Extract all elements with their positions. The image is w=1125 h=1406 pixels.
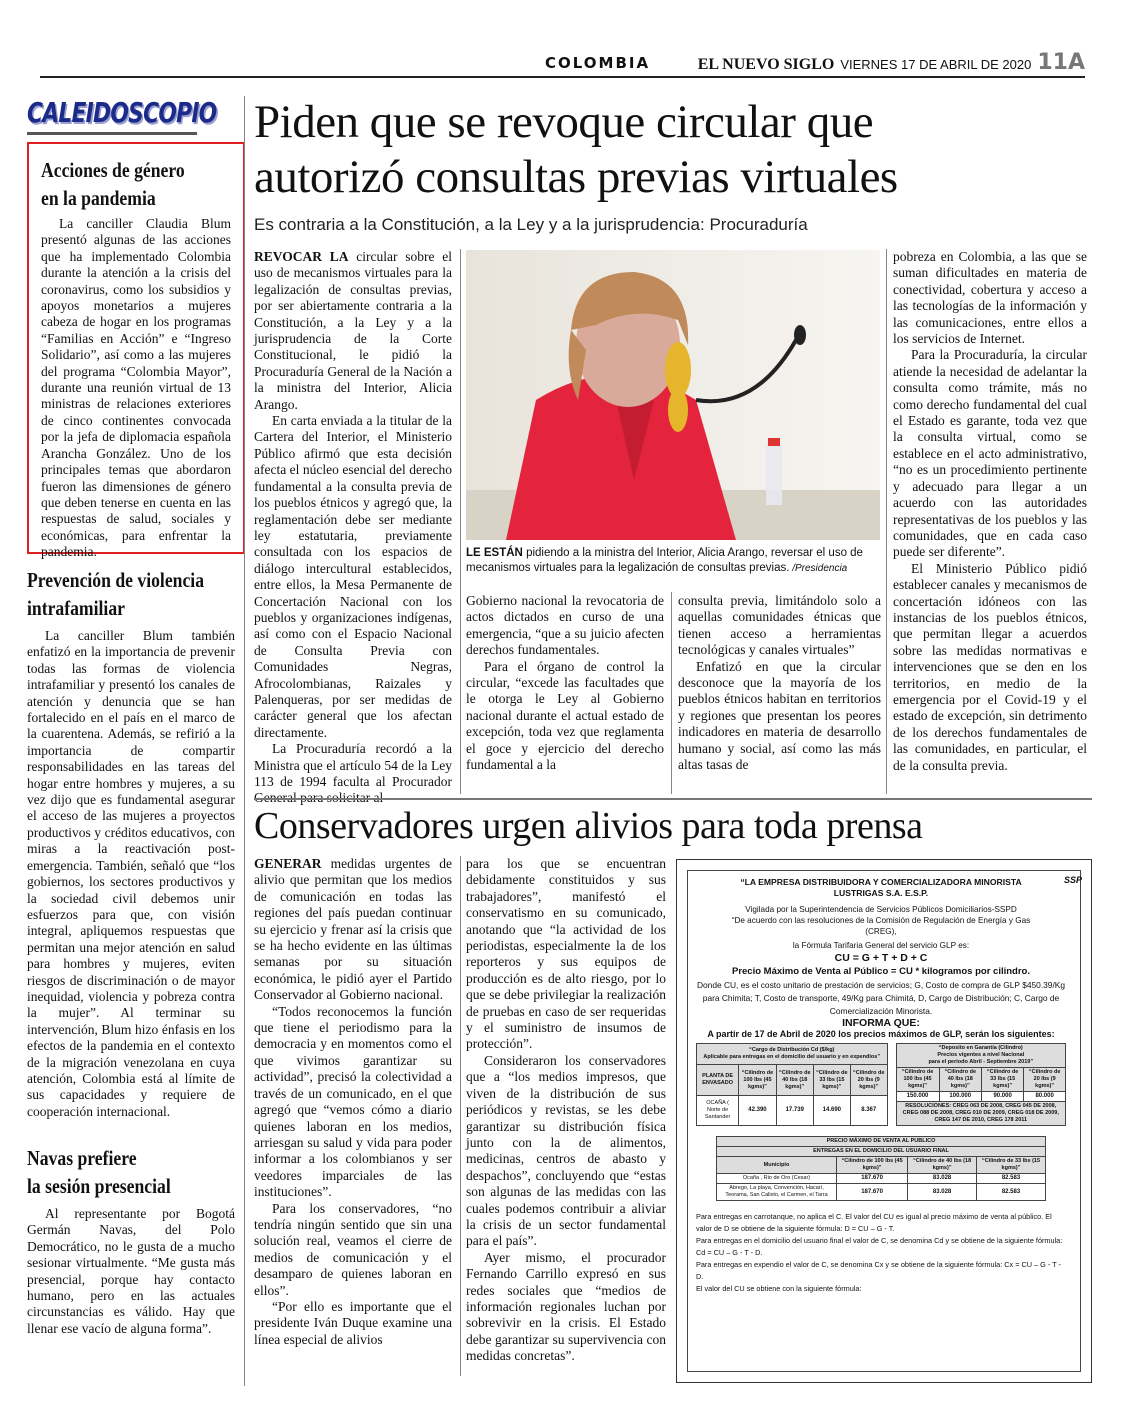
t1-cell: 42.390: [739, 1095, 777, 1125]
notice-footnote-1: Para entregas en carrotanque, no aplica el C. El valor del CU es igual al precio máximo de venta al público. El valor de D se obtiene de la siguiente fórmula: D = CU – G - T.: [696, 1212, 1052, 1233]
article1-headline-line2: autorizó consultas previas virtuales: [254, 151, 898, 203]
t3-cell: 187.670: [837, 1184, 908, 1201]
lustrigas-price-notice: [676, 859, 1092, 1383]
article1-p8: pobreza en Colombia, a las que se suman dificultades en materia de conectividad, cobertura y acceso a las tecnologías de la información y las comunicaciones, entre ellos a los servicios de Internet.: [893, 249, 1087, 347]
article1-photo: [466, 250, 880, 540]
article1-col3: [678, 593, 881, 773]
notice-vigilada: Vigilada por la Superintendencia de Servicios Públicos Domiciliarios-SSPD: [745, 905, 1017, 914]
notice-formula-intro: la Fórmula Tarifaria General del servicio GLP es:: [792, 941, 970, 950]
t1-col-100: “Cilindro de 100 lbs (45 kgms)”: [739, 1065, 777, 1095]
t1-cell: 8.367: [850, 1095, 887, 1125]
brief-violence-paragraph: La canciller Blum también enfatizó en la importancia de prevenir todas las formas de violencia intrafamiliar y presentó los canales de atención y denuncia que se han fortalecido en el país en el marco de la cuarentena. Además, se refirió a la importancia de compartir responsabilidades en las tareas del hogar entre hombres y mujeres, a su vez dijo que es fundamental asegurar el acceso de las mujeres a proyectos productivos y créditos educativos, con miras a la reactivación post-emergencia. También, señaló que “los gobiernos, los sectores productivos y la sociedad civil debemos unir esfuerzos para que, con visión integral, apliquemos respuestas que permitan una mejor atención en salud para hombres y mujeres, eviten riesgos de discriminación o de mayor inequidad, violencia y pobreza contra la mujer”. Al terminar su intervención, Blum hizo énfasis en los efectos de la pandemia en el contexto de la migración venezolana en cuya atención, Colombia está al límite de sus capacidades y requiere de cooperación internacional.: [27, 628, 235, 1119]
caption-lead: LE ESTÁN: [466, 547, 523, 559]
article2-p1: medidas urgentes de alivio que permitan que los medios de comunicación en todas las regiones del país puedan continuar su ejercicio y frenar así la crisis que se ha hecho evidente en las últimas semanas por su situación económica, le pidió ayer el Partido Conservador al Gobierno nacional.: [254, 856, 452, 1003]
notice-informa: INFORMA QUE:: [842, 1017, 920, 1029]
article1-p9: Para la Procuraduría, la circular atiende la necesidad de adelantar la consulta como trámite, más no como derecho fundamental del cual el Estado es garante, toda vez que la consulta virtual, como se establece en el acto administrativo, “no es un procedimiento pertinente y adecuado para llegar a un acuerdo con las autoridades representativas de los pueblos y las comunidades, que en cada caso puede ser diferente”.: [893, 347, 1087, 560]
newspaper-brand: EL NUEVO SIGLO: [697, 56, 835, 73]
brief-navas: [27, 1144, 235, 1337]
t2-col-40: “Cilindro de 40 lbs (18 kgms)”: [939, 1068, 981, 1092]
notice-footnote-2: Para entregas en el domicilio del usuario final el valor de C, se denomina Cd y se obtiene de la siguiente fórmula: Cd = CU – G - T - D.: [696, 1236, 1063, 1257]
notice-apartir: A partir de 17 de Abril de 2020 los precios máximos de GLP, serán los siguientes:: [707, 1029, 1055, 1039]
brief-title-line2: en la pandemia: [41, 186, 156, 210]
notice-footnote-4: El valor del CU se obtiene con la siguiente fórmula:: [696, 1284, 862, 1293]
article1-p2: En carta enviada a la titular de la Cartera del Interior, el Ministerio Público afirmó que esta decisión afecta el núcleo esencial del derecho fundamental a la consulta previa de los pueblos étnicos y agregó que, la reglamentación debe ser mediante ley estatutaria, previamente consultada con los espacios de diálogo intercultural establecidos, entre ellos, la Mesa Permanente de Concertación Nacional con los pueblos y organizaciones indígenas, así como con el Espacio Nacional de Consulta Previa con Comunidades Negras, Afrocolombianas, Raizales y Palenqueras, por ser medidas de carácter general que los afectan directamente.: [254, 413, 452, 740]
article2-p6: Consideraron los conservadores que a “los medios impresos, que viven de la distribución de sus periódicos y revistas, se les debe garantizar su distribución física junto con la de alimentos, medicinas, centros de abasto y despachos”, concluyendo que “estas son algunas de las medidas con las cuales podemos contribuir a aliviar la crisis de un sector fundamental para el país”.: [466, 1052, 666, 1249]
article1-p3: La Procuraduría recordó a la Ministra que el artículo 54 de la Ley 113 de 1994 faculta al Procurador: [254, 741, 452, 789]
article1-lead: REVOCAR LA: [254, 249, 349, 264]
t3-row-name: Ocaña , Rio de Oro (Cesar): [717, 1174, 837, 1184]
t1-header: [697, 1044, 888, 1065]
brief-violence: [27, 566, 235, 1120]
t2-col-20: “Cilindro de 20 lbs (9 kgms)”: [1024, 1068, 1066, 1092]
notice-formula: CU = G + T + D + C: [834, 952, 928, 964]
t1-col-40: “Cilindro de 40 lbs (18 kgms)”: [776, 1065, 813, 1095]
notice-footnote-3: Para entregas en expendio el valor de C, se denomina Cx y se obtiene de la siguiente fórmula: Cx = CU – G - T - D.: [696, 1260, 1061, 1281]
article2-lead: GENERAR: [254, 856, 322, 871]
article1-p5: Para el órgano de control la circular, “excede las facultades que le otorga le Ley al Gobierno nacional durante el actual estado de excepción, toda vez que reglamenta el goce y ejercicio del derecho fundamental a la: [466, 658, 664, 773]
column-rule: [460, 249, 461, 794]
brief-body: [41, 216, 231, 561]
article1-headline-line1: Piden que se revoque circular que: [254, 96, 874, 148]
article1-lead-paragraph: [254, 249, 452, 413]
t2-header: [896, 1044, 1065, 1068]
column-rule: [671, 592, 672, 794]
notice-creg-2: (CREG),: [865, 927, 897, 936]
t2-header-1: “Deposito en Garantía (Cilindro): [938, 1045, 1023, 1051]
article1-deck: Es contraria a la Constitución, a la Ley y a la jurisprudencia: Procuraduría: [254, 215, 808, 234]
brief-violence-title-1: Prevención de violencia: [27, 568, 205, 592]
column-rule-left: [244, 96, 245, 1386]
brief-paragraph: La canciller Claudia Blum presentó algunas de las acciones que ha implementado Colombia durante la atención a la crisis del coronavirus, como los subsidios y apoyos monetarios a mujeres cabeza de hogar en los programas “Familias en Acción” e “Ingreso Solidario”, así como a las mujeres del programa “Colombia Mayor”, durante una reunión virtual de 13 ministras de relaciones exteriores de cinco continentes convocada por la jefa de diplomacia española Arancha González. Uno de los principales temas que abordaron fueron las dimensiones de género que deben tenerse en cuenta en las respuestas de salud, sociales y económicas, para enfrentar la pandemia.: [41, 216, 231, 560]
article-separator: [254, 798, 1092, 800]
paper-info: [698, 50, 1085, 75]
notice-price-line: Precio Máximo de Venta al Público = CU * kilogramos por cilindro.: [731, 966, 1030, 977]
brief-violence-body: [27, 628, 235, 1120]
t3-cell: 82.583: [977, 1184, 1046, 1201]
t2-cell: 150.000: [896, 1092, 939, 1102]
t2-header-2: Precios vigentes a nivel Nacional: [937, 1052, 1025, 1058]
article2-p2: “Todos reconocemos la función que tiene el periodismo para la democracia y en momentos como el que vivimos garantizar su actividad”, precisó la colectividad a través de un comunicado, en el que agregó que “vemos cómo a diario quienes laboran en los medios, arriesgan su salud y vida para poder informar a los colombianos y ser veedores imparciales de las instituciones”.: [254, 1003, 452, 1200]
caleidoscopio-label: CALEIDOSCOPIO: [27, 96, 197, 135]
deposit-table: [896, 1043, 1066, 1126]
article1-col4: [893, 249, 1087, 774]
brief-navas-title-1: Navas prefiere: [27, 1146, 137, 1170]
notice-tables-row: [696, 1043, 1066, 1126]
t1-header-2: Aplicable para entregas en el domicilio del usuario y en expendios”: [703, 1054, 881, 1061]
article1-p10: El Ministerio Público pidió establecer canales y mecanismos de concertación idóneos con las instancias de los pueblos étnicos, que permitan llegar a acuerdos sobre las medidas normativas e intervenciones que se den en los territorios, en medio de la emergencia por el Covid-19 y el estado de excepción, sin detrimento de los derechos fundamentales de las comunidades, en particular, el de la consulta previa.: [893, 560, 1087, 773]
t3-cell: 83.028: [908, 1184, 977, 1201]
brief-title-line1: Acciones de género: [41, 158, 185, 182]
article1-p4: Gobierno nacional la revocatoria de actos dictados en curso de una emergencia, “que a su juicio afecten derechos fundamentales.: [466, 593, 664, 658]
t3-cell: 83.028: [908, 1174, 977, 1184]
article2-headline: Conservadores urgen alivios para toda prensa: [254, 805, 923, 847]
page-number: 11A: [1037, 50, 1085, 75]
t3-col-municipio: Municipio: [717, 1157, 837, 1174]
brief-violence-title-2: intrafamiliar: [27, 596, 125, 620]
t1-row-name: OCAÑA ( Norte de Santander: [697, 1095, 739, 1125]
notice-definitions: Donde CU, es el costo unitario de prestación de servicios; G, Costo de compra de GLP $450.39/Kg para Chimita; T, Costo de transporte, 49/Kg para Chimitá, D, Cargo de Distribución; C, Cargo de Comercialización Minorista.: [696, 980, 1066, 1016]
t1-col-plant: PLANTA DE ENVASADO: [697, 1065, 739, 1095]
article2-p3: Para los conservadores, “no tendría ningún sentido que sin una solución real, veamos el cierre de medios de comunicación y el desamparo de quienes laboran en ellos”.: [254, 1200, 452, 1298]
section-name: COLOMBIA: [545, 54, 651, 72]
t2-cell: 90.000: [981, 1092, 1023, 1102]
article1-p6: consulta previa, limitándolo solo a aquellas comunidades étnicas que tienen acceso a herramientas tecnológicas y canales virtuales”: [678, 593, 881, 658]
t1-header-1: “Cargo de Distribución Cd ($/kg): [749, 1047, 835, 1054]
column-rule: [886, 249, 887, 794]
photo-credit: /Presidencia: [789, 563, 848, 574]
t1-cell: 17.739: [776, 1095, 813, 1125]
t3-col-40: “Cilindro de 40 lbs (18 kgms)”: [908, 1157, 977, 1174]
article1-col1: [254, 249, 452, 807]
t1-col-33: “Cilindro de 33 lbs (15 kgms)”: [813, 1065, 850, 1095]
issue-date: VIERNES 17 DE ABRIL DE 2020: [840, 57, 1032, 72]
t2-header-3: para el periodo Abril - Septiembre 2019”: [928, 1059, 1034, 1065]
notice-title-1: “LA EMPRESA DISTRIBUIDORA Y COMERCIALIZADORA MINORISTA: [740, 877, 1022, 887]
brief-navas-paragraph: Al representante por Bogotá Germán Navas, del Polo Democrático, no le gusta de a mucho sesionar virtualmente. “Me gusta más presencial, porque hay contacto humano, pero en las actuales circunstancias es válido. Hay que llenar ese vacío de alguna forma”.: [27, 1206, 235, 1336]
article2-p7: Ayer mismo, el procurador Fernando Carrillo expresó en sus redes sociales que “medios de información regionales luchan por sobrevivir en la crisis. El Estado debe garantizar su supervivencia con medidas concretas”.: [466, 1249, 666, 1364]
article1-p1: circular sobre el uso de mecanismos virtuales para la legalización de consultas previas, por ser abiertamente contraria a la Constitución, a la Ley y a la jurisprudencia de la Corte Constitucional, le pidió la Procuraduría General de la Nación a la ministra del Interior, Alicia Arango.: [254, 249, 452, 412]
notice-inner: [687, 870, 1081, 1372]
t2-cell: 80.000: [1024, 1092, 1066, 1102]
t2-resolutions: RESOLUCIONES: CREG 063 DE 2008, CREG 045 DE 2008, CREG 088 DE 2008, CREG 010 DE 2009, CREG 018 DE 2009, CREG 147 DE 2010, CREG 178 2011: [896, 1102, 1065, 1126]
page-header: [40, 50, 1085, 78]
column-rule: [460, 856, 461, 1376]
sspd-logo: SSP: [1064, 875, 1083, 885]
highlighted-brief-box: [27, 142, 245, 560]
minister-portrait-image: [466, 250, 880, 540]
notice-footnotes: [696, 1211, 1066, 1295]
article1-headline: [254, 95, 1104, 205]
distribution-charge-table: [696, 1043, 888, 1126]
t2-col-100: “Cilindro de 100 lbs (45 kgms)”: [896, 1068, 939, 1092]
t2-cell: 100.000: [939, 1092, 981, 1102]
article2-col2: [466, 856, 666, 1365]
article1-p7: Enfatizó en que la circular desconoce que la mayoría de los pueblos étnicos habitan en territorios y regiones que presentan los peores indicadores en materia de desarrollo humano y social, así como las más altas tasas de: [678, 658, 881, 773]
t3-col-100: “Cilindro de 100 lbs (45 kgms)”: [837, 1157, 908, 1174]
t2-col-33: “Cilindro de 33 lbs (15 kgms)”: [981, 1068, 1023, 1092]
notice-title-2: LUSTRIGAS S.A. E.S.P.: [833, 888, 929, 898]
brief-navas-title-2: la sesión presencial: [27, 1174, 171, 1198]
t3-cell: 187.670: [837, 1174, 908, 1184]
caption-text: pidiendo a la ministra del Interior, Alicia Arango, reversar el uso de mecanismos virtuales para la legalización de consultas previas.: [466, 547, 863, 574]
t3-header-1: PRECIO MÁXIMO DE VENTA AL PUBLICO: [717, 1137, 1046, 1147]
t1-cell: 14.690: [813, 1095, 850, 1125]
article1-caption: [466, 546, 880, 576]
article2-p4: “Por ello es importante que el presidente Iván Duque examine una línea especial de alivios: [254, 1298, 452, 1347]
t3-cell: 82.583: [977, 1174, 1046, 1184]
t3-header-2: ENTREGAS EN EL DOMICILIO DEL USUARIO FINAL: [717, 1147, 1046, 1157]
t1-col-20: “Cilindro de 20 lbs (9 kgms)”: [850, 1065, 887, 1095]
t3-row-name: Abrego, La playa, Convención, Hacarí, Teorama, San Calixto, el Carmen, el Tarra: [717, 1184, 837, 1201]
t3-col-33: “Cilindro de 33 lbs (15 kgms)”: [977, 1157, 1046, 1174]
article2-col1: [254, 856, 452, 1348]
article2-lead-paragraph: [254, 856, 452, 1004]
article2-p5: para los que se encuentran debidamente constituidos y sus trabajadores”, manifestó el conservatismo en su comunicado, anotando que “la actividad de los periodistas, especialmente la de los reporteros y sus equipos de producción es de alto riesgo, por lo que se debe privilegiar la realización de pruebas en caso de ser requeridas y el suministro de insumos de protección”.: [466, 856, 666, 1052]
max-price-table: [716, 1136, 1046, 1201]
caleidoscopio-column: [27, 96, 245, 560]
notice-creg-1: “De acuerdo con las resoluciones de la Comisión de Regulación de Energía y Gas: [731, 916, 1031, 925]
brief-navas-body: [27, 1206, 235, 1337]
article1-col2: [466, 593, 664, 773]
